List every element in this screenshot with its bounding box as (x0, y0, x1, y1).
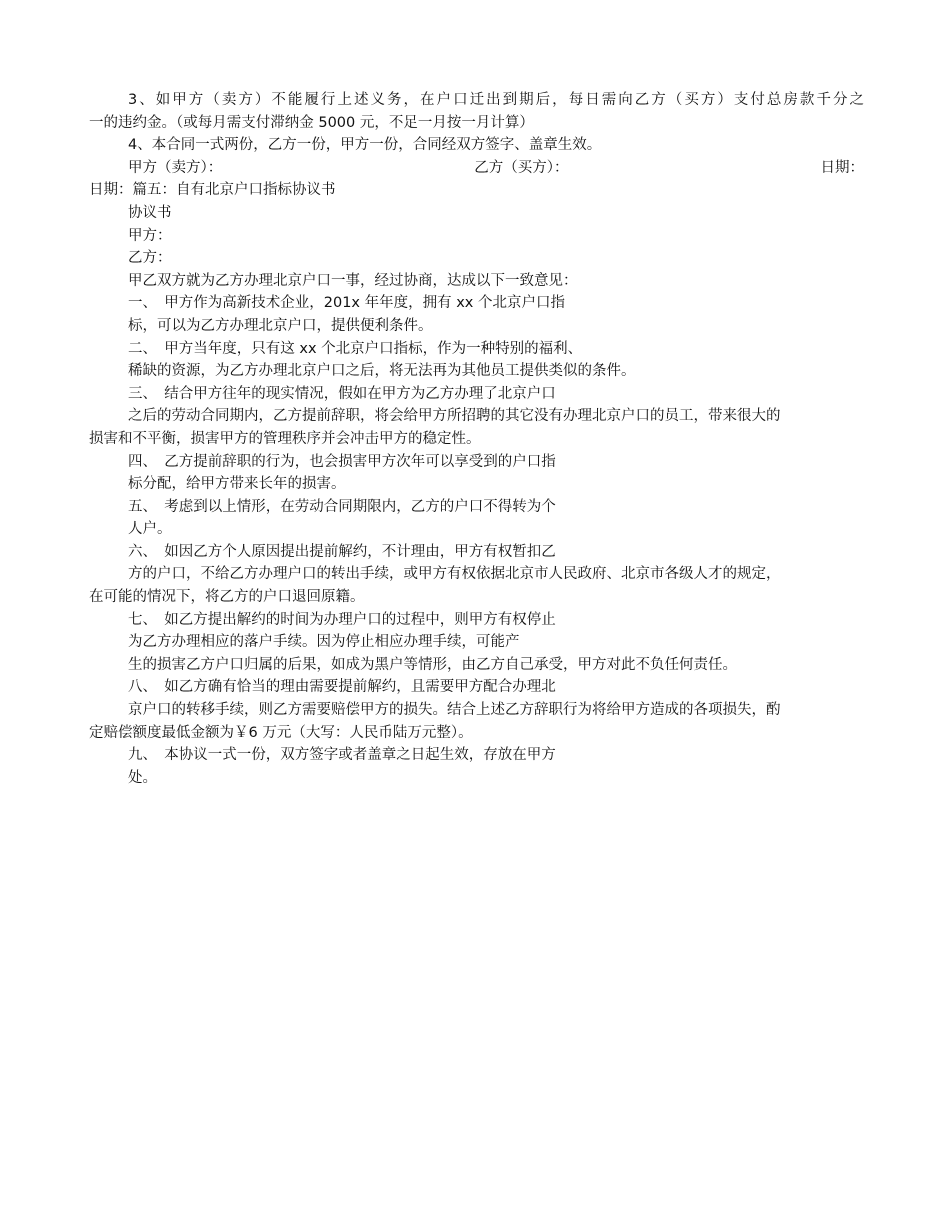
item-1-line-1: 一、 甲方作为高新技术企业，201x 年年度，拥有 xx 个北京户口指 (128, 295, 565, 312)
item-2-line-1: 二、 甲方当年度，只有这 xx 个北京户口指标，作为一种特别的福利、 (128, 340, 583, 357)
item-8-line-1: 八、 如乙方确有恰当的理由需要提前解约，且需要甲方配合办理北 (128, 679, 556, 696)
item-5-line-2: 人户。 (128, 521, 172, 538)
item-9-line-1: 九、 本协议一式一份，双方签字或者盖章之日起生效，存放在甲方 (128, 747, 556, 764)
party-b-label: 乙方： (128, 250, 172, 267)
item-1-line-2: 标，可以为乙方办理北京户口，提供便利条件。 (128, 317, 433, 334)
item-3-line-1: 三、 结合甲方往年的现实情况，假如在甲方为乙方办理了北京户口 (128, 385, 556, 402)
item-7-line-1: 七、 如乙方提出解约的时间为办理户口的过程中，则甲方有权停止 (128, 611, 556, 628)
item-7-line-3: 生的损害乙方户口归属的后果，如成为黑户等情形，由乙方自己承受，甲方对此不负任何责任。 (128, 656, 737, 673)
item-6-line-1: 六、 如因乙方个人原因提出提前解约，不计理由，甲方有权暂扣乙 (128, 543, 556, 560)
clause-4: 4、本合同一式两份，乙方一份，甲方一份，合同经双方签字、盖章生效。 (128, 137, 602, 154)
item-9-line-2: 处。 (128, 769, 157, 786)
seller-signature-label: 甲方（卖方）： (128, 159, 223, 176)
agreement-intro: 甲乙双方就为乙方办理北京户口一事，经过协商，达成以下一致意见： (128, 272, 578, 289)
clause-3-line-2: 一的违约金。（或每月需支付滞纳金 5000 元，不足一月按一月计算） (89, 114, 534, 131)
item-2-line-2: 稀缺的资源，为乙方办理北京户口之后，将无法再为其他员工提供类似的条件。 (128, 363, 636, 380)
item-3-line-2: 之后的劳动合同期内，乙方提前辞职，将会给甲方所招聘的其它没有办理北京户口的员工，带来很大的 (128, 408, 781, 425)
item-4-line-2: 标分配，给甲方带来长年的损害。 (128, 476, 346, 493)
signature-row (89, 157, 864, 180)
signature-date-label: 日期： (820, 159, 864, 176)
party-a-label: 甲方： (128, 227, 172, 244)
document-page (89, 89, 864, 789)
item-7-line-2: 为乙方办理相应的落户手续。因为停止相应办理手续，可能产 (128, 634, 520, 651)
item-8-line-2: 京户口的转移手续，则乙方需要赔偿甲方的损失。结合上述乙方辞职行为将给甲方造成的各项损失，酌 (128, 702, 781, 719)
item-3-line-3: 损害和不平衡，损害甲方的管理秩序并会冲击甲方的稳定性。 (89, 430, 481, 447)
item-6-line-3: 在可能的情况下，将乙方的户口退回原籍。 (89, 589, 365, 606)
buyer-signature-label: 乙方（买方）： (474, 159, 569, 176)
agreement-title: 协议书 (128, 204, 172, 221)
item-6-line-2: 方的户口，不给乙方办理户口的转出手续，或甲方有权依据北京市人民政府、北京市各级人才的规定， (128, 566, 781, 583)
item-4-line-1: 四、 乙方提前辞职的行为，也会损害甲方次年可以享受到的户口指 (128, 453, 556, 470)
clause-3-line-1: 3、如甲方（卖方）不能履行上述义务，在户口迁出到期后，每日需向乙方（买方）支付总房款千分之 (128, 92, 864, 108)
section-heading: 日期：篇五：自有北京户口指标协议书 (89, 182, 336, 199)
item-5-line-1: 五、 考虑到以上情形，在劳动合同期限内，乙方的户口不得转为个 (128, 498, 556, 515)
item-8-line-3: 定赔偿额度最低金额为￥6 万元（大写：人民币陆万元整）。 (89, 724, 473, 741)
